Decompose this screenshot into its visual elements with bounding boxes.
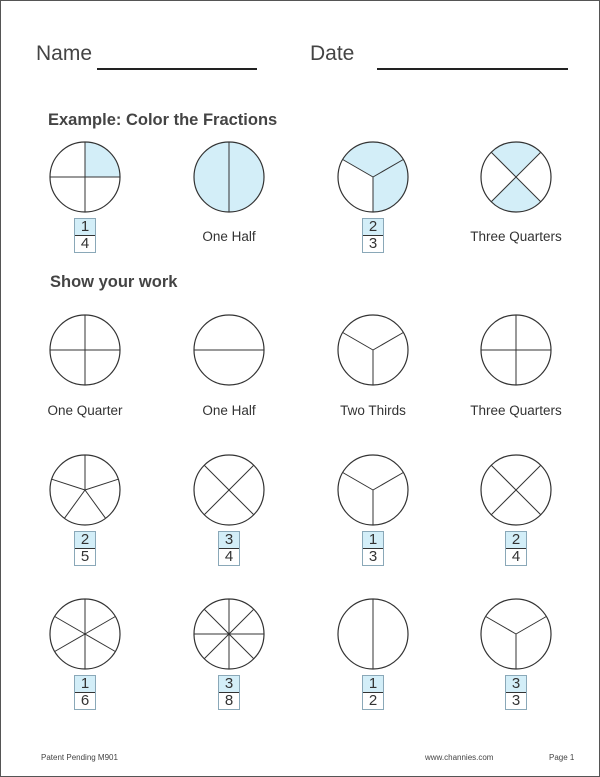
division-line xyxy=(491,490,516,515)
fraction-numerator: 1 xyxy=(363,676,383,692)
date-label: Date xyxy=(310,42,355,65)
fraction-circle-thirds[interactable] xyxy=(337,454,409,526)
division-line xyxy=(204,490,229,515)
fraction-numerator: 3 xyxy=(219,532,239,548)
example-section-title: Example: Color the Fractions xyxy=(48,111,278,129)
fraction-caption: Three Quarters xyxy=(470,229,562,244)
fraction-numerator: 1 xyxy=(75,676,95,692)
fraction-circle-quarters-cross[interactable] xyxy=(49,141,121,213)
division-line xyxy=(64,490,85,518)
division-line xyxy=(229,634,254,659)
date-field-line[interactable] xyxy=(377,68,568,70)
fraction-denominator: 4 xyxy=(219,548,239,565)
shaded-sector xyxy=(229,142,264,212)
division-line xyxy=(373,473,403,491)
fraction-circle-quarters-cross[interactable] xyxy=(480,314,552,386)
footer-website: www.channies.com xyxy=(425,753,494,762)
fraction-circle-quarters-x[interactable] xyxy=(480,454,552,526)
division-line xyxy=(85,479,118,490)
fraction-denominator: 4 xyxy=(506,548,526,565)
fraction-label xyxy=(218,675,240,710)
division-line xyxy=(343,473,373,491)
fraction-circle-halves-vertical[interactable] xyxy=(337,598,409,670)
division-line xyxy=(204,634,229,659)
division-line xyxy=(491,465,516,490)
fraction-label xyxy=(74,218,96,253)
fraction-denominator: 8 xyxy=(219,692,239,709)
fraction-label xyxy=(74,675,96,710)
fraction-denominator: 5 xyxy=(75,548,95,565)
fraction-circle-fifths[interactable] xyxy=(49,454,121,526)
fraction-label xyxy=(218,531,240,566)
fraction-circle-quarters-cross[interactable] xyxy=(49,314,121,386)
fraction-label xyxy=(362,218,384,253)
fraction-caption: Two Thirds xyxy=(340,403,406,418)
fraction-circle-thirds[interactable] xyxy=(480,598,552,670)
fraction-label xyxy=(505,675,527,710)
division-line xyxy=(52,479,85,490)
division-line xyxy=(55,634,85,652)
fraction-circle-thirds[interactable] xyxy=(337,141,409,213)
division-line xyxy=(486,617,516,635)
fraction-label xyxy=(362,531,384,566)
fraction-caption: One Half xyxy=(202,229,256,244)
division-line xyxy=(85,490,106,518)
division-line xyxy=(55,617,85,635)
fraction-circle-quarters-x[interactable] xyxy=(480,141,552,213)
fraction-circle-sixths[interactable] xyxy=(49,598,121,670)
fraction-caption: One Half xyxy=(202,403,256,418)
name-label: Name xyxy=(36,42,93,65)
fraction-denominator: 3 xyxy=(363,548,383,565)
division-line xyxy=(85,617,115,635)
fraction-caption: Three Quarters xyxy=(470,403,562,418)
division-line xyxy=(373,333,403,351)
fraction-label xyxy=(74,531,96,566)
division-line xyxy=(204,465,229,490)
division-line xyxy=(229,465,254,490)
fraction-numerator: 2 xyxy=(506,532,526,548)
shaded-sector xyxy=(194,142,229,212)
fraction-circle-eighths[interactable] xyxy=(193,598,265,670)
division-line xyxy=(204,609,229,634)
fraction-denominator: 3 xyxy=(363,235,383,252)
fraction-circle-halves-vertical[interactable] xyxy=(193,141,265,213)
footer-page-number: Page 1 xyxy=(549,753,575,762)
work-section-title: Show your work xyxy=(50,273,178,291)
fraction-label xyxy=(505,531,527,566)
fraction-denominator: 4 xyxy=(75,235,95,252)
footer-patent: Patent Pending M901 xyxy=(41,753,118,762)
division-line xyxy=(516,490,541,515)
fraction-numerator: 2 xyxy=(75,532,95,548)
division-line xyxy=(229,490,254,515)
division-line xyxy=(85,634,115,652)
division-line xyxy=(343,333,373,351)
fraction-caption: One Quarter xyxy=(47,403,123,418)
fraction-numerator: 2 xyxy=(363,219,383,235)
fraction-label xyxy=(362,675,384,710)
fraction-denominator: 6 xyxy=(75,692,95,709)
name-field-line[interactable] xyxy=(97,68,257,70)
fraction-circle-quarters-x[interactable] xyxy=(193,454,265,526)
fraction-denominator: 3 xyxy=(506,692,526,709)
division-line xyxy=(516,617,546,635)
fraction-numerator: 3 xyxy=(219,676,239,692)
fraction-numerator: 1 xyxy=(75,219,95,235)
fraction-numerator: 3 xyxy=(506,676,526,692)
division-line xyxy=(516,465,541,490)
fraction-numerator: 1 xyxy=(363,532,383,548)
fraction-circle-halves-horizontal[interactable] xyxy=(193,314,265,386)
division-line xyxy=(229,609,254,634)
fraction-circle-thirds[interactable] xyxy=(337,314,409,386)
fraction-denominator: 2 xyxy=(363,692,383,709)
